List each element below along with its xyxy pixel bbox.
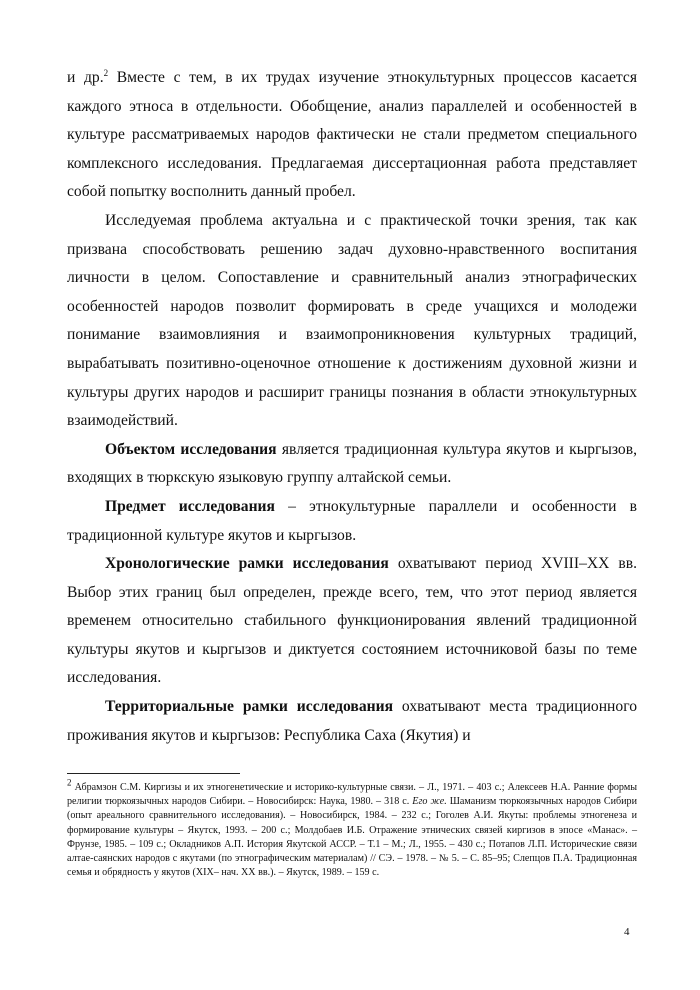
footnote-text-a: Абрамзон С.М. Киргизы и их этногенетические и историко-культурные связи. – Л., 1971. – 403 с.; Алексеев Н.А. Ранние формы религии тюркоязычных народов Сибири. – Новосибирск: Наука, 1980. – 318 с.: [67, 782, 637, 808]
footnote-italic: Его же.: [412, 796, 447, 808]
paragraph-1-text: Вместе с тем, в их трудах изучение этнокультурных процессов касается каждого этноса в отдельности. Обобщение, анализ параллелей и особенностей в культуре рассматриваемых народов фактически не стали предметом специального комплексного исследования. Предлагаемая диссертационная работа представляет собой попытку восполнить данный пробел.: [67, 69, 637, 201]
page-number: 4: [624, 926, 630, 938]
paragraph-1-lead: и др.: [67, 69, 104, 86]
paragraph-1: [67, 64, 637, 207]
main-text: [67, 64, 637, 750]
subject-text: – этнокультурные параллели и особенности в традиционной культуре якутов и кыргызов.: [67, 497, 637, 544]
paragraph-object: [67, 436, 637, 493]
paragraph-territory: [67, 693, 637, 750]
object-text: является традиционная культура якутов и кыргызов, входящих в тюркскую языковую группу алтайской семьи.: [67, 440, 637, 487]
footnote-mark: 2: [67, 777, 72, 788]
chronology-heading: Хронологические рамки исследования: [105, 555, 389, 573]
chronology-text: охватывают период XVIII–XX вв. Выбор этих границ был определен, прежде всего, тем, что этот период является временем относительно стабильного функционирования явлений традиционной культуры якутов и кыргызов и диктуется состоянием источниковой базы по теме исследования.: [67, 555, 637, 687]
footnote-reference[interactable]: 2: [103, 67, 109, 78]
footnote-divider: [67, 773, 240, 774]
footnote: [67, 777, 638, 880]
object-heading: Объектом исследования: [105, 440, 277, 458]
territory-text: охватывают места традиционного проживания якутов и кыргызов: Республика Саха (Якутия) и: [67, 698, 638, 744]
territory-heading: Территориальные рамки исследования: [105, 698, 394, 716]
paragraph-2: [67, 207, 637, 436]
paragraph-2-text: Исследуемая проблема актуальна и с практической точки зрения, так как призвана способствовать решению задач духовно-нравственного воспитания личности в целом. Сопоставление и сравнительный анализ этнографических особенностей народов позволит формировать в среде учащихся и молодежи понимание взаимовлияния и взаимопроникновения культурных традиций, вырабатывать позитивно-оценочное отношение к достижениям духовной жизни и культуры других народов и расширит границы познания в области этнокультурных взаимодействий.: [67, 211, 637, 430]
paragraph-chronology: [67, 550, 637, 693]
footnote-text-b: Шаманизм тюркоязычных народов Сибири (опыт ареального сравнительного исследования). – Новосибирск, 1984. – 232 с.; Гоголев А.И. Якуты: проблемы этногенеза и формирование культуры – Якутск, 1993. – 200 с.; Молдобаев И.Б. Отражение этнических связей киргизов в эпосе «Манас». – Фрунзе, 1985. – 109 с.; Окладников А.П. История Якутской АССР. – Т.1 – М.; Л., 1955. – 430 с.; Потапов Л.П. Исторические связи алтае-саянских народов с якутами (по этнографическим материалам) // СЭ. – 1978. – № 5. – С. 85–95; Слепцов П.А. Традиционная семья и обрядность у якутов (XIX– нач. XX вв.). – Якутск, 1989. – 159 с.: [67, 796, 638, 879]
subject-heading: Предмет исследования: [105, 497, 275, 515]
paragraph-subject: [67, 493, 637, 550]
